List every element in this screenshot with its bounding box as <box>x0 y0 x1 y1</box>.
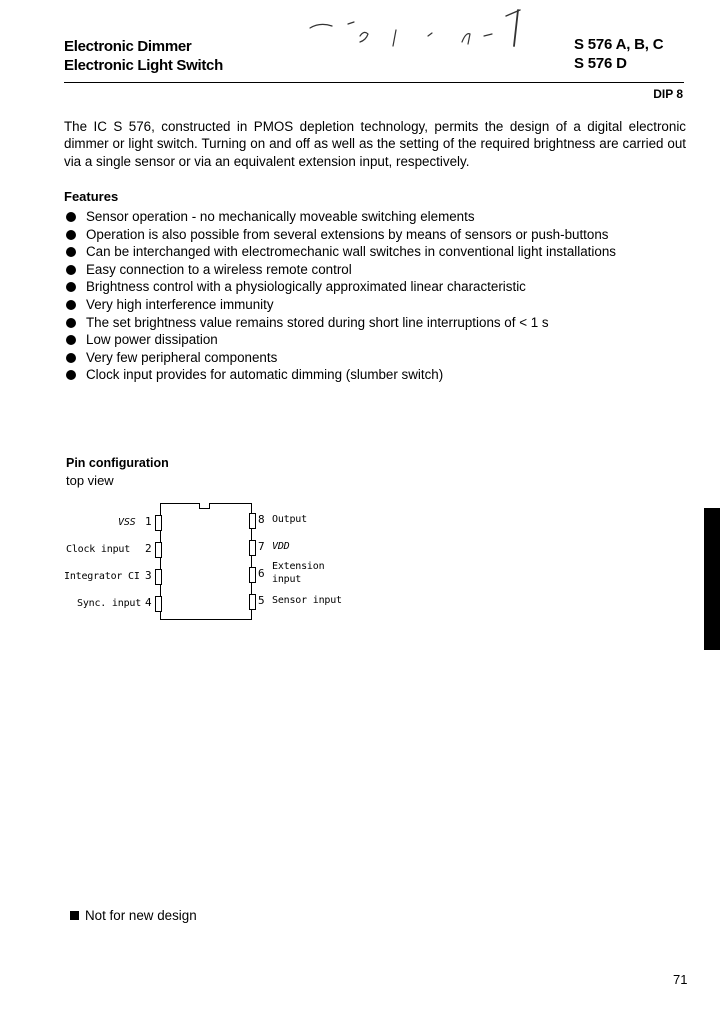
pin-4-label: Sync. input <box>77 598 142 609</box>
list-item: Very few peripheral components <box>66 349 696 367</box>
pin-2-label: Clock input <box>66 544 131 555</box>
pin-config-subheading: top view <box>66 473 114 488</box>
document-title-line2: Electronic Light Switch <box>64 57 223 74</box>
section-tab-marker <box>704 508 720 650</box>
pin-5-number: 5 <box>258 594 265 607</box>
pin-3 <box>155 569 162 585</box>
package-label: DIP 8 <box>653 87 683 101</box>
pin-8-number: 8 <box>258 513 265 526</box>
bullet-icon <box>66 230 76 240</box>
handwritten-annotation <box>300 6 540 76</box>
bullet-icon <box>66 300 76 310</box>
pin-3-label: Integrator CI <box>64 571 140 582</box>
pin-3-number: 3 <box>145 569 152 582</box>
pin-5-label: Sensor input <box>272 595 342 606</box>
list-item: Clock input provides for automatic dimming (slumber switch) <box>66 366 696 384</box>
pin-7-label: VDD <box>272 541 290 552</box>
pin-2 <box>155 542 162 558</box>
list-item: Operation is also possible from several extensions by means of sensors or push-buttons <box>66 226 696 244</box>
part-number-line2: S 576 D <box>574 55 627 72</box>
bullet-icon <box>66 247 76 257</box>
bullet-icon <box>66 265 76 275</box>
bullet-icon <box>66 353 76 363</box>
bullet-icon <box>66 335 76 345</box>
pin-4 <box>155 596 162 612</box>
pin-1-number: 1 <box>145 515 152 528</box>
list-item: Easy connection to a wireless remote control <box>66 261 696 279</box>
pin-7-number: 7 <box>258 540 265 553</box>
features-list <box>66 208 696 384</box>
bullet-icon <box>66 282 76 292</box>
pin-6-label: Extension input <box>272 561 325 585</box>
pin-6-number: 6 <box>258 567 265 580</box>
pin-4-number: 4 <box>145 596 152 609</box>
pin-8-label: Output <box>272 514 307 525</box>
pin-7 <box>249 540 256 556</box>
pin-config-heading: Pin configuration <box>66 456 169 470</box>
list-item: Low power dissipation <box>66 331 696 349</box>
features-heading: Features <box>64 189 119 204</box>
bullet-icon <box>66 212 76 222</box>
pin-2-number: 2 <box>145 542 152 555</box>
list-item: The set brightness value remains stored during short line interruptions of < 1 s <box>66 314 696 332</box>
ic-package-outline <box>160 503 252 620</box>
list-item: Brightness control with a physiologically approximated linear characteristic <box>66 278 696 296</box>
square-bullet-icon <box>70 911 79 920</box>
page-number: 71 <box>673 972 688 987</box>
ic-notch <box>199 503 210 509</box>
bullet-icon <box>66 370 76 380</box>
pin-1 <box>155 515 162 531</box>
list-item: Sensor operation - no mechanically moveable switching elements <box>66 208 696 226</box>
pin-1-label: VSS <box>118 517 136 528</box>
pin-5 <box>249 594 256 610</box>
pin-8 <box>249 513 256 529</box>
list-item: Can be interchanged with electromechanic wall switches in conventional light installations <box>66 243 696 261</box>
pin-6 <box>249 567 256 583</box>
intro-paragraph: The IC S 576, constructed in PMOS depletion technology, permits the design of a digital electronic dimmer or light switch. Turning on and off as well as the setting of the required brightness are carried out via a single sensor or via an equivalent extension input, respectively. <box>64 119 686 169</box>
document-title-line1: Electronic Dimmer <box>64 38 192 55</box>
footer-note: Not for new design <box>70 908 197 923</box>
bullet-icon <box>66 318 76 328</box>
part-number-line1: S 576 A, B, C <box>574 36 664 53</box>
list-item: Very high interference immunity <box>66 296 696 314</box>
header-rule <box>64 82 684 83</box>
